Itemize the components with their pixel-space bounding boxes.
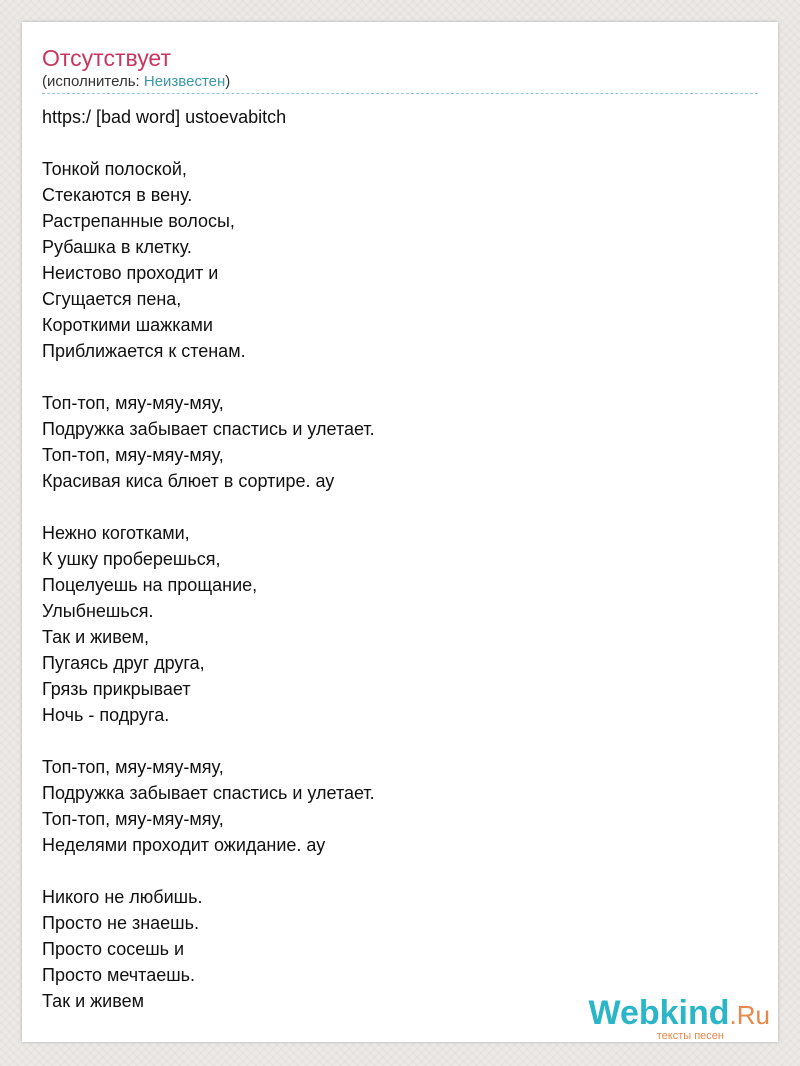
lyric-line: Так и живем	[42, 991, 144, 1011]
lyric-line: Приближается к стенам.	[42, 341, 246, 361]
stanza-gap	[42, 494, 758, 520]
lyrics-card	[22, 22, 778, 1042]
lyric-line: Грязь прикрывает	[42, 679, 191, 699]
stanza-gap	[42, 364, 758, 390]
lyric-line: Стекаются в вену.	[42, 185, 193, 205]
lyric-line: Подружка забывает спастись и улетает.	[42, 419, 375, 439]
lyric-line: Сгущается пена,	[42, 289, 182, 309]
lyric-line: Улыбнешься.	[42, 601, 154, 621]
title-divider	[42, 93, 758, 94]
lyric-line: Поцелуешь на прощание,	[42, 575, 258, 595]
lyric-line: К ушку проберешься,	[42, 549, 221, 569]
stanza-gap	[42, 728, 758, 754]
lyric-line: Никого не любишь.	[42, 887, 203, 907]
lyric-line: Ночь - подруга.	[42, 705, 170, 725]
lyric-line: Растрепанные волосы,	[42, 211, 235, 231]
artist-link[interactable]: Неизвестен	[143, 73, 226, 90]
lyric-line: Неделями проходит ожидание. ау	[42, 835, 326, 855]
lyric-line: Нежно коготками,	[42, 523, 190, 543]
lyric-line: Красивая киса блюет в сортире. ау	[42, 471, 335, 491]
lyric-line: Топ-топ, мяу-мяу-мяу,	[42, 757, 224, 777]
lyric-line: Просто сосешь и	[42, 939, 185, 959]
lyric-line: Так и живем,	[42, 627, 149, 647]
lyric-line: Топ-топ, мяу-мяу-мяу,	[42, 445, 224, 465]
artist-line	[42, 72, 230, 92]
lyric-line: Топ-топ, мяу-мяу-мяу,	[42, 809, 224, 829]
lyric-line: Подружка забывает спастись и улетает.	[42, 783, 375, 803]
lyric-line: Рубашка в клетку.	[42, 237, 192, 257]
song-title: Отсутствует	[42, 45, 171, 71]
lyric-line: Пугаясь друг друга,	[42, 653, 205, 673]
artist-prefix: (исполнитель:	[42, 73, 144, 90]
logo-tagline: тексты песен	[656, 1030, 724, 1042]
lyric-line: Тонкой полоской,	[42, 159, 187, 179]
lyric-line: Короткими шажками	[42, 315, 213, 335]
lyrics-text	[42, 104, 758, 1014]
logo-domain: .Ru	[729, 1000, 770, 1030]
stanza-gap	[42, 130, 758, 156]
lyric-line: Просто не знаешь.	[42, 913, 199, 933]
lyric-line: https:/ [bad word] ustoevabitch	[42, 107, 287, 127]
lyric-line: Топ-топ, мяу-мяу-мяу,	[42, 393, 224, 413]
logo-wordmark: Webkind	[588, 994, 730, 1032]
lyric-line: Неистово проходит и	[42, 263, 219, 283]
stanza-gap	[42, 858, 758, 884]
site-logo[interactable]	[588, 996, 770, 1042]
lyric-line: Просто мечтаешь.	[42, 965, 196, 985]
artist-suffix: )	[225, 73, 231, 90]
